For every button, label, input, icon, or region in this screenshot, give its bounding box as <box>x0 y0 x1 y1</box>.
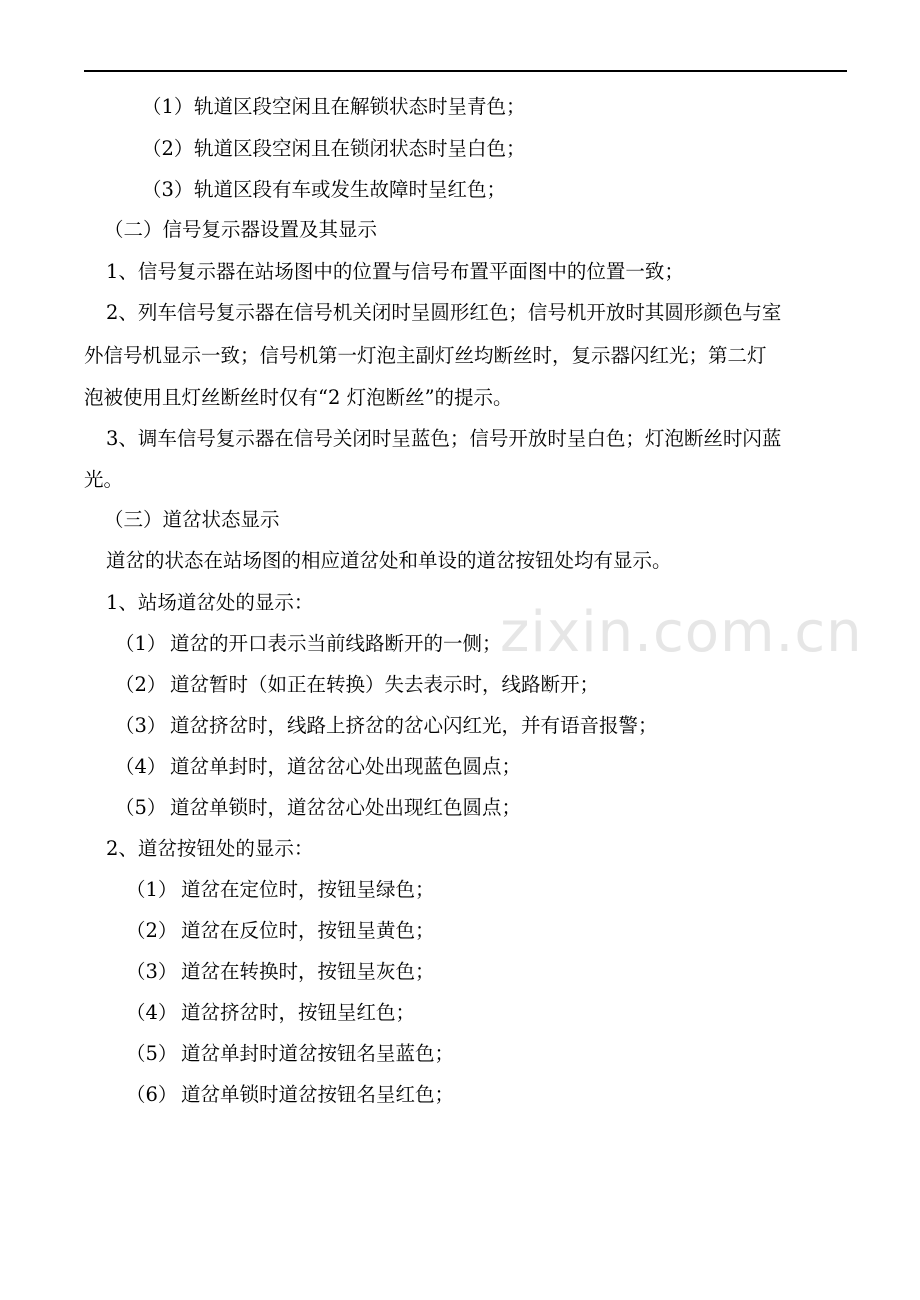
item-text: 轨道区段空闲且在解锁状态时呈青色； <box>194 95 526 118</box>
item-text: 道岔单锁时，道岔岔心处出现红色圆点； <box>170 796 522 819</box>
header-rule <box>84 70 847 72</box>
item-number: （2） <box>115 673 167 696</box>
list-item <box>115 753 521 781</box>
item-text: 轨道区段有车或发生故障时呈红色； <box>194 178 507 201</box>
list-item <box>142 176 506 204</box>
item-number: （1） <box>126 878 178 901</box>
watermark: zixin.com.cn <box>500 600 863 665</box>
list-item <box>142 135 526 163</box>
list-item <box>126 917 435 945</box>
item-number: （5） <box>115 796 167 819</box>
item-number: （3） <box>142 178 194 201</box>
list-item <box>115 671 599 699</box>
item-number: （4） <box>126 1001 178 1024</box>
list-item <box>126 1040 454 1068</box>
item-text: 道岔单封时，道岔岔心处出现蓝色圆点； <box>170 755 522 778</box>
item-text: 道岔挤岔时，线路上挤岔的岔心闪红光，并有语音报警； <box>170 714 658 737</box>
paragraph-line: 泡被使用且灯丝断丝时仅有“2 灯泡断丝”的提示。 <box>84 386 513 409</box>
section-heading: （二）信号复示器设置及其显示 <box>104 218 378 241</box>
list-item <box>142 93 526 121</box>
subheading: 1、站场道岔处的显示： <box>106 591 314 614</box>
paragraph-line: 光。 <box>84 468 124 491</box>
item-text: 轨道区段空闲且在锁闭状态时呈白色； <box>194 137 526 160</box>
item-text: 道岔在反位时，按钮呈黄色； <box>181 919 435 942</box>
item-number: （4） <box>115 755 167 778</box>
item-text: 道岔在转换时，按钮呈灰色； <box>181 960 435 983</box>
paragraph: 道岔的状态在站场图的相应道岔处和单设的道岔按钮处均有显示。 <box>106 549 672 572</box>
list-item <box>115 630 502 658</box>
paragraph: 1、信号复示器在站场图中的位置与信号布置平面图中的位置一致； <box>106 260 684 283</box>
item-text: 道岔单封时道岔按钮名呈蓝色； <box>181 1042 455 1065</box>
list-item <box>126 958 435 986</box>
item-text: 道岔在定位时，按钮呈绿色； <box>181 878 435 901</box>
item-number: （6） <box>126 1083 178 1106</box>
section-heading: （三）道岔状态显示 <box>104 508 280 531</box>
item-number: （1） <box>142 95 194 118</box>
subheading: 2、道岔按钮处的显示： <box>106 837 314 860</box>
item-number: （3） <box>126 960 178 983</box>
paragraph-line: 2、列车信号复示器在信号机关闭时呈圆形红色；信号机开放时其圆形颜色与室 <box>106 301 782 324</box>
item-number: （2） <box>126 919 178 942</box>
item-text: 道岔挤岔时，按钮呈红色； <box>181 1001 416 1024</box>
item-text: 道岔暂时（如正在转换）失去表示时，线路断开； <box>170 673 600 696</box>
list-item <box>115 712 658 740</box>
item-text: 道岔单锁时道岔按钮名呈红色； <box>181 1083 455 1106</box>
item-number: （1） <box>115 632 167 655</box>
item-text: 道岔的开口表示当前线路断开的一侧； <box>170 632 502 655</box>
item-number: （2） <box>142 137 194 160</box>
list-item <box>126 876 435 904</box>
item-number: （5） <box>126 1042 178 1065</box>
paragraph-line: 外信号机显示一致；信号机第一灯泡主副灯丝均断丝时，复示器闪红光；第二灯 <box>84 344 767 367</box>
item-number: （3） <box>115 714 167 737</box>
list-item <box>115 794 521 822</box>
list-item <box>126 1081 454 1109</box>
list-item <box>126 999 415 1027</box>
paragraph-line: 3、调车信号复示器在信号关闭时呈蓝色；信号开放时呈白色；灯泡断丝时闪蓝 <box>106 427 782 450</box>
